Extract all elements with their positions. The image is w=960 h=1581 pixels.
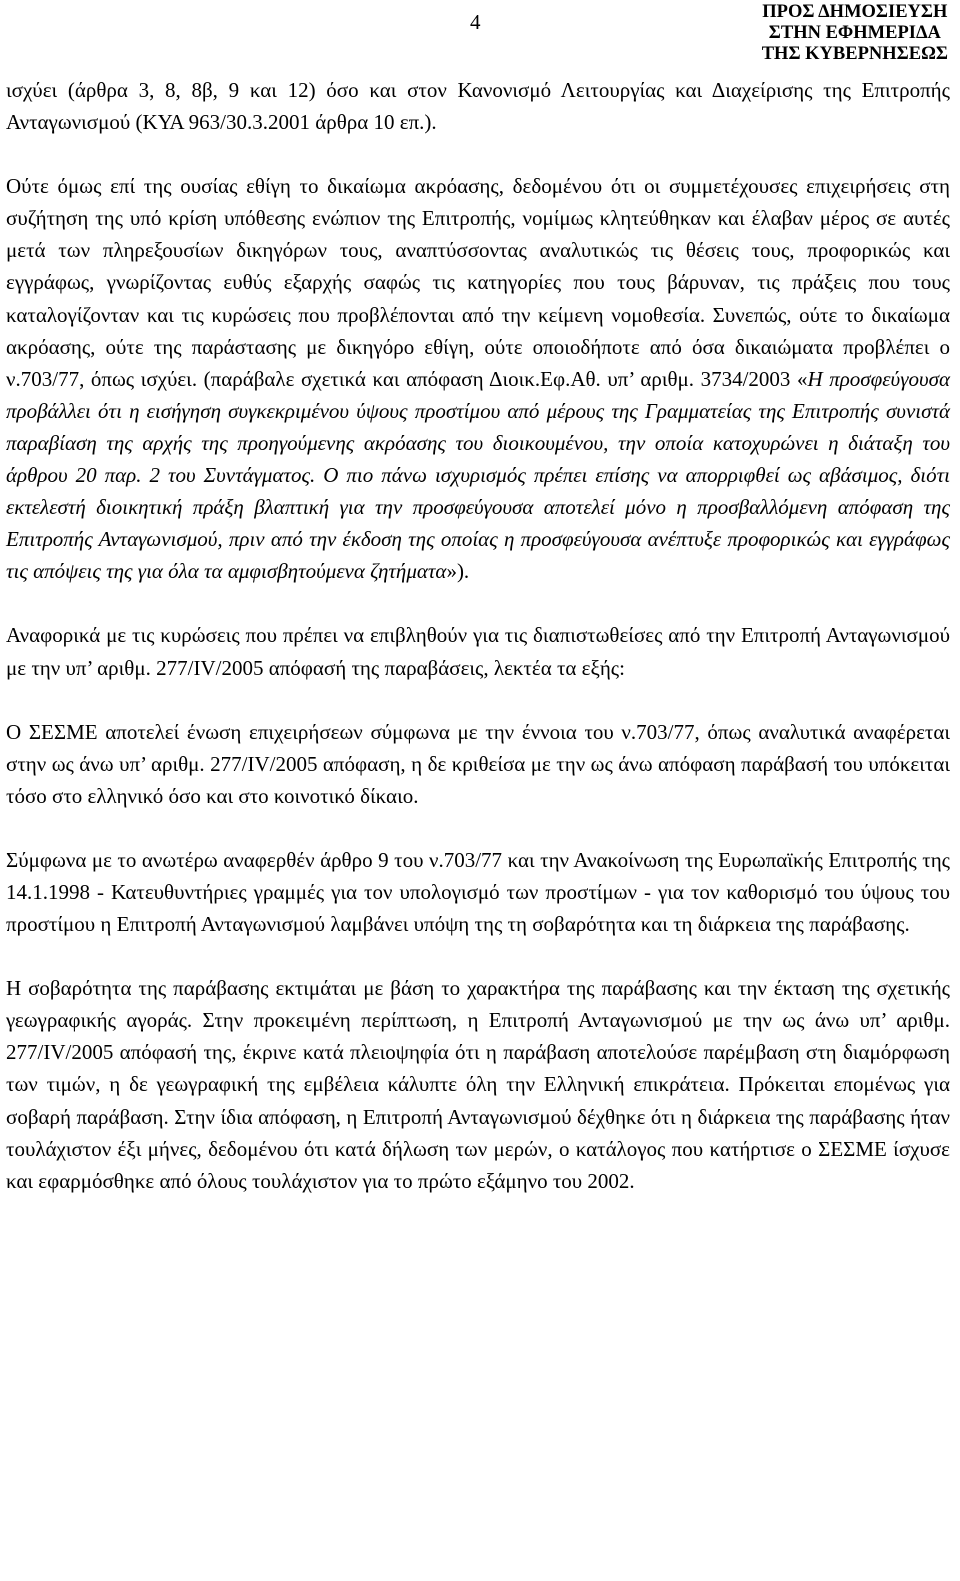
stamp-line-3: ΤΗΣ ΚΥΒΕΡΝΗΣΕΩΣ <box>761 44 948 64</box>
page-number: 4 <box>470 10 481 34</box>
paragraph-6: Η σοβαρότητα της παράβασης εκτιμάται με βάση το χαρακτήρα της παράβασης και την έκταση της σχετικής γεωγραφικής αγοράς. Στην προκειμένη περίπτωση, η Επιτροπή Ανταγωνισμού με την ως άνω υπ’ αριθμ. 277/IV/2005 απόφασή της, έκρινε κατά πλειοψηφία ότι η παράβαση αποτελούσε παρέμβαση στη διαμόρφωση των τιμών, η δε γεωγραφική της εμβέλεια κάλυπτε όλη την Ελληνική επικράτεια. Πρόκειται επομένως για σοβαρή παράβαση. Στην ίδια απόφαση, η Επιτροπή Ανταγωνισμού δέχθηκε ότι η διάρκεια της παράβασης ήταν τουλάχιστον έξι μήνες, δεδομένου ότι κατά δήλωση των μερών, ο κατάλογος που κατήρτισε ο ΣΕΣΜΕ ίσχυσε και εφαρμόσθηκε από όλους τουλάχιστον για το πρώτο εξάμηνο του 2002. <box>6 976 950 1193</box>
paragraph-3: Αναφορικά με τις κυρώσεις που πρέπει να επιβληθούν για τις διαπιστωθείσες από την Επιτροπή Ανταγωνισμού με την υπ’ αριθμ. 277/IV/2005 απόφασή της παραβάσεις, λεκτέα τα εξής: <box>6 623 950 680</box>
publication-stamp <box>762 2 948 65</box>
paragraph-4: Ο ΣΕΣΜΕ αποτελεί ένωση επιχειρήσεων σύμφωνα με την έννοια του ν.703/77, όπως αναλυτικά αναφέρεται στην ως άνω υπ’ αριθμ. 277/IV/2005 απόφαση, η δε κριθείσα με την ως άνω απόφαση παράβασή του υπόκειται τόσο στο ελληνικό όσο και στο κοινοτικό δίκαιο. <box>6 719 950 808</box>
paragraph-2-text: Ούτε όμως επί της ουσίας εθίγη το δικαίωμα ακρόασης, δεδομένου ότι οι συμμετέχουσες επιχειρήσεις στη συζήτηση της υπό κρίση υπόθεσης ενώπιον της Επιτροπής, νομίμως κλητεύθηκαν και έλαβαν μέρος σε αυτές μετά των πληρεξουσίων δικηγόρων τους, αναπτύσσοντας αναλυτικώς τις θέσεις τους, προφορικώς και εγγράφως, γνωρίζοντας ευθύς εξαρχής σαφώς τις κατηγορίες που τους βάρυναν, τις πράξεις που τους καταλογίζονταν και τις κυρώσεις που προβλέπονται από την κείμενη νομοθεσία. Συνεπώς, ούτε το δικαίωμα ακρόασης, ούτε της παράστασης με δικηγόρο εθίγη, ούτε οποιοδήποτε από όσα δικαιώματα προβλέπει ο ν.703/77, όπως ισχύει. (παράβαλε σχετικά και απόφαση Διοικ.Εφ.Αθ. υπ’ αριθμ. 3734/2003 « <box>6 174 950 391</box>
paragraph-5: Σύμφωνα με το ανωτέρω αναφερθέν άρθρο 9 του ν.703/77 και την Ανακοίνωση της Ευρωπαϊκής Επιτροπής της 14.1.1998 - Κατευθυντήριες γραμμές για τον υπολογισμό των προστίμων - για τον καθορισμό του ύψους του προστίμου η Επιτροπή Ανταγωνισμού λαμβάνει υπόψη της τη σοβαρότητα και τη διάρκεια της παράβασης. <box>6 847 950 937</box>
paragraph-2 <box>6 170 950 587</box>
document-body <box>6 74 950 1229</box>
stamp-line-2: ΣΤΗΝ ΕΦΗΜΕΡΙΔΑ <box>768 23 941 43</box>
paragraph-1: ισχύει (άρθρα 3, 8, 8β, 9 και 12) όσο και στον Κανονισμό Λειτουργίας και Διαχείρισης της Επιτροπής Ανταγωνισμού (ΚΥΑ 963/30.3.2001 άρθρα 10 επ.). <box>6 78 950 135</box>
paragraph-2-end: »). <box>446 559 470 584</box>
stamp-line-1: ΠΡΟΣ ΔΗΜΟΣΙΕΥΣΗ <box>762 2 948 22</box>
paragraph-2-quote: Η προσφεύγουσα προβάλλει ότι η εισήγηση συγκεκριμένου ύψους προστίμου από μέρους της Γραμματείας της Επιτροπής συνιστά παραβίαση της αρχής της προηγούμενης ακρόασης του διοικουμένου, την οποία κατοχυρώνει η διάταξη του άρθρου 20 παρ. 2 του Συντάγματος. Ο πιο πάνω ισχυρισμός πρέπει επίσης να απορριφθεί ως αβάσιμος, διότι εκτελεστή διοικητική πράξη βλαπτική για την προσφεύγουσα αποτελεί μόνο η προσβαλλόμενη απόφαση της Επιτροπής Ανταγωνισμού, πριν από την έκδοση της οποίας η προσφεύγουσα ανέπτυξε προφορικώς και εγγράφως τις απόψεις της για όλα τα αμφισβητούμενα ζητήματα <box>6 366 950 584</box>
